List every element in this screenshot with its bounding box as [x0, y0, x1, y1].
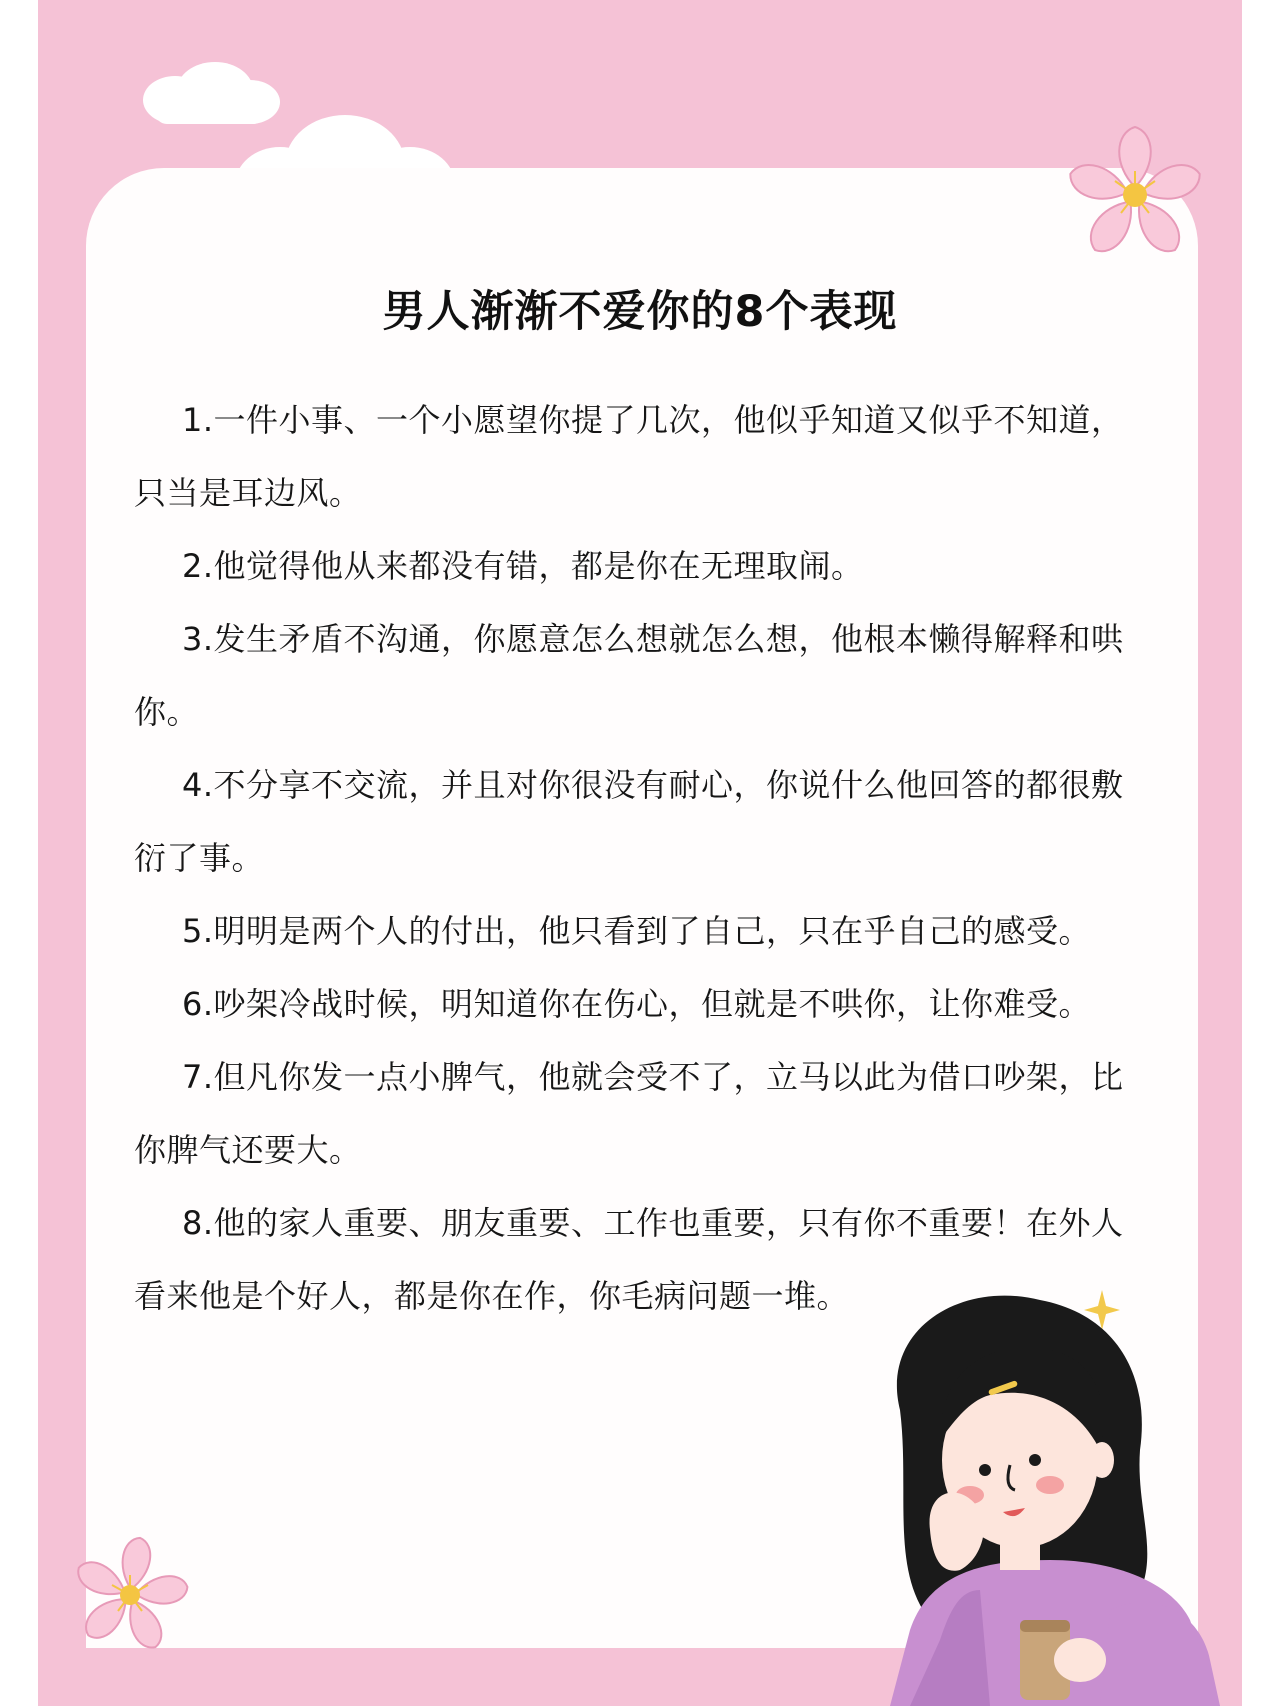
- girl-illustration: [870, 1290, 1230, 1706]
- list-item: 4.不分享不交流，并且对你很没有耐心，你说什么他回答的都很敷衍了事。: [134, 766, 1124, 877]
- list-item: 6.吵架冷战时候，明知道你在伤心，但就是不哄你，让你难受。: [182, 985, 1092, 1023]
- page-title: 男人渐渐不爱你的8个表现: [382, 287, 898, 337]
- list-item: 3.发生矛盾不沟通，你愿意怎么想就怎么想，他根本懒得解释和哄你。: [134, 620, 1124, 731]
- list-item: 5.明明是两个人的付出，他只看到了自己，只在乎自己的感受。: [182, 912, 1092, 950]
- list-item: 8.他的家人重要、朋友重要、工作也重要，只有你不重要！在外人看来他是个好人，都是你在作，你毛病问题一堆。: [134, 1204, 1124, 1315]
- list-item: 1.一件小事、一个小愿望你提了几次，他似乎知道又似乎不知道，只当是耳边风。: [134, 401, 1124, 512]
- list-item: 2.他觉得他从来都没有错，都是你在无理取闹。: [182, 547, 864, 585]
- list-item: 7.但凡你发一点小脾气，他就会受不了，立马以此为借口吵架，比你脾气还要大。: [134, 1058, 1124, 1169]
- flower-icon: [1060, 120, 1210, 270]
- list-container: [134, 384, 1142, 1333]
- flower-icon: [65, 1530, 195, 1660]
